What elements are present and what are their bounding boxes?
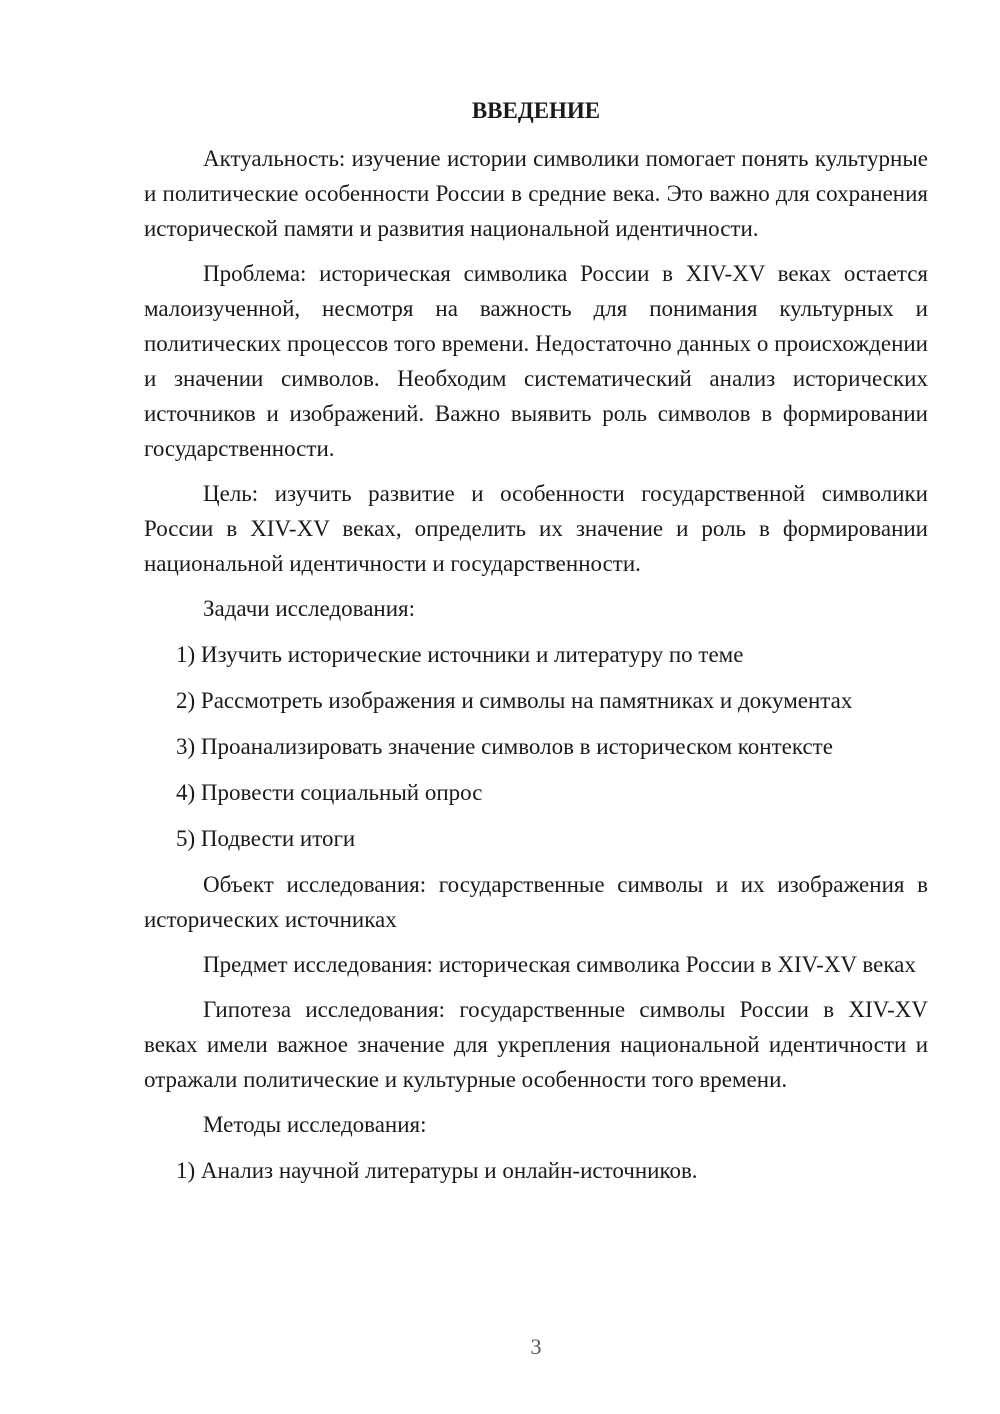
page-number: 3 <box>530 1334 542 1359</box>
object-paragraph: Объект исследования: государственные символы и их изображения в исторических источниках <box>144 872 928 932</box>
problem-paragraph: Проблема: историческая символика России в XIV-XV веках остается малоизученной, несмотря на важность для понимания культурных и политических процессов того времени. Недостаточно данных о происхождении и значении символов. Необходим систематический анализ исторических источников и изображений. Важно выявить роль символов в формировании государственности. <box>144 261 928 461</box>
task-item: 3) Проанализировать значение символов в историческом контексте <box>176 734 833 759</box>
goal-paragraph: Цель: изучить развитие и особенности государственной символики России в XIV-XV веках, определить их значение и роль в формировании национальной идентичности и государственности. <box>144 481 928 576</box>
tasks-heading: Задачи исследования: <box>203 596 416 621</box>
task-item: 1) Изучить исторические источники и литературу по теме <box>176 642 744 667</box>
task-item: 5) Подвести итоги <box>176 826 356 851</box>
hypothesis-paragraph: Гипотеза исследования: государственные символы России в XIV-XV веках имели важное значение для укрепления национальной идентичности и отражали политические и культурные особенности того времени. <box>144 997 928 1092</box>
task-item: 2) Рассмотреть изображения и символы на памятниках и документах <box>176 688 853 713</box>
section-title: ВВЕДЕНИЕ <box>471 98 601 123</box>
methods-heading: Методы исследования: <box>203 1112 427 1137</box>
subject-paragraph: Предмет исследования: историческая символика России в XIV-XV веках <box>203 952 916 977</box>
document-body <box>144 141 928 1199</box>
relevance-paragraph: Актуальность: изучение истории символики помогает понять культурные и политические особенности России в средние века. Это важно для сохранения исторической памяти и развития национальной идентичности. <box>144 146 928 241</box>
method-item: 1) Анализ научной литературы и онлайн-источников. <box>176 1158 698 1183</box>
task-item: 4) Провести социальный опрос <box>176 780 483 805</box>
